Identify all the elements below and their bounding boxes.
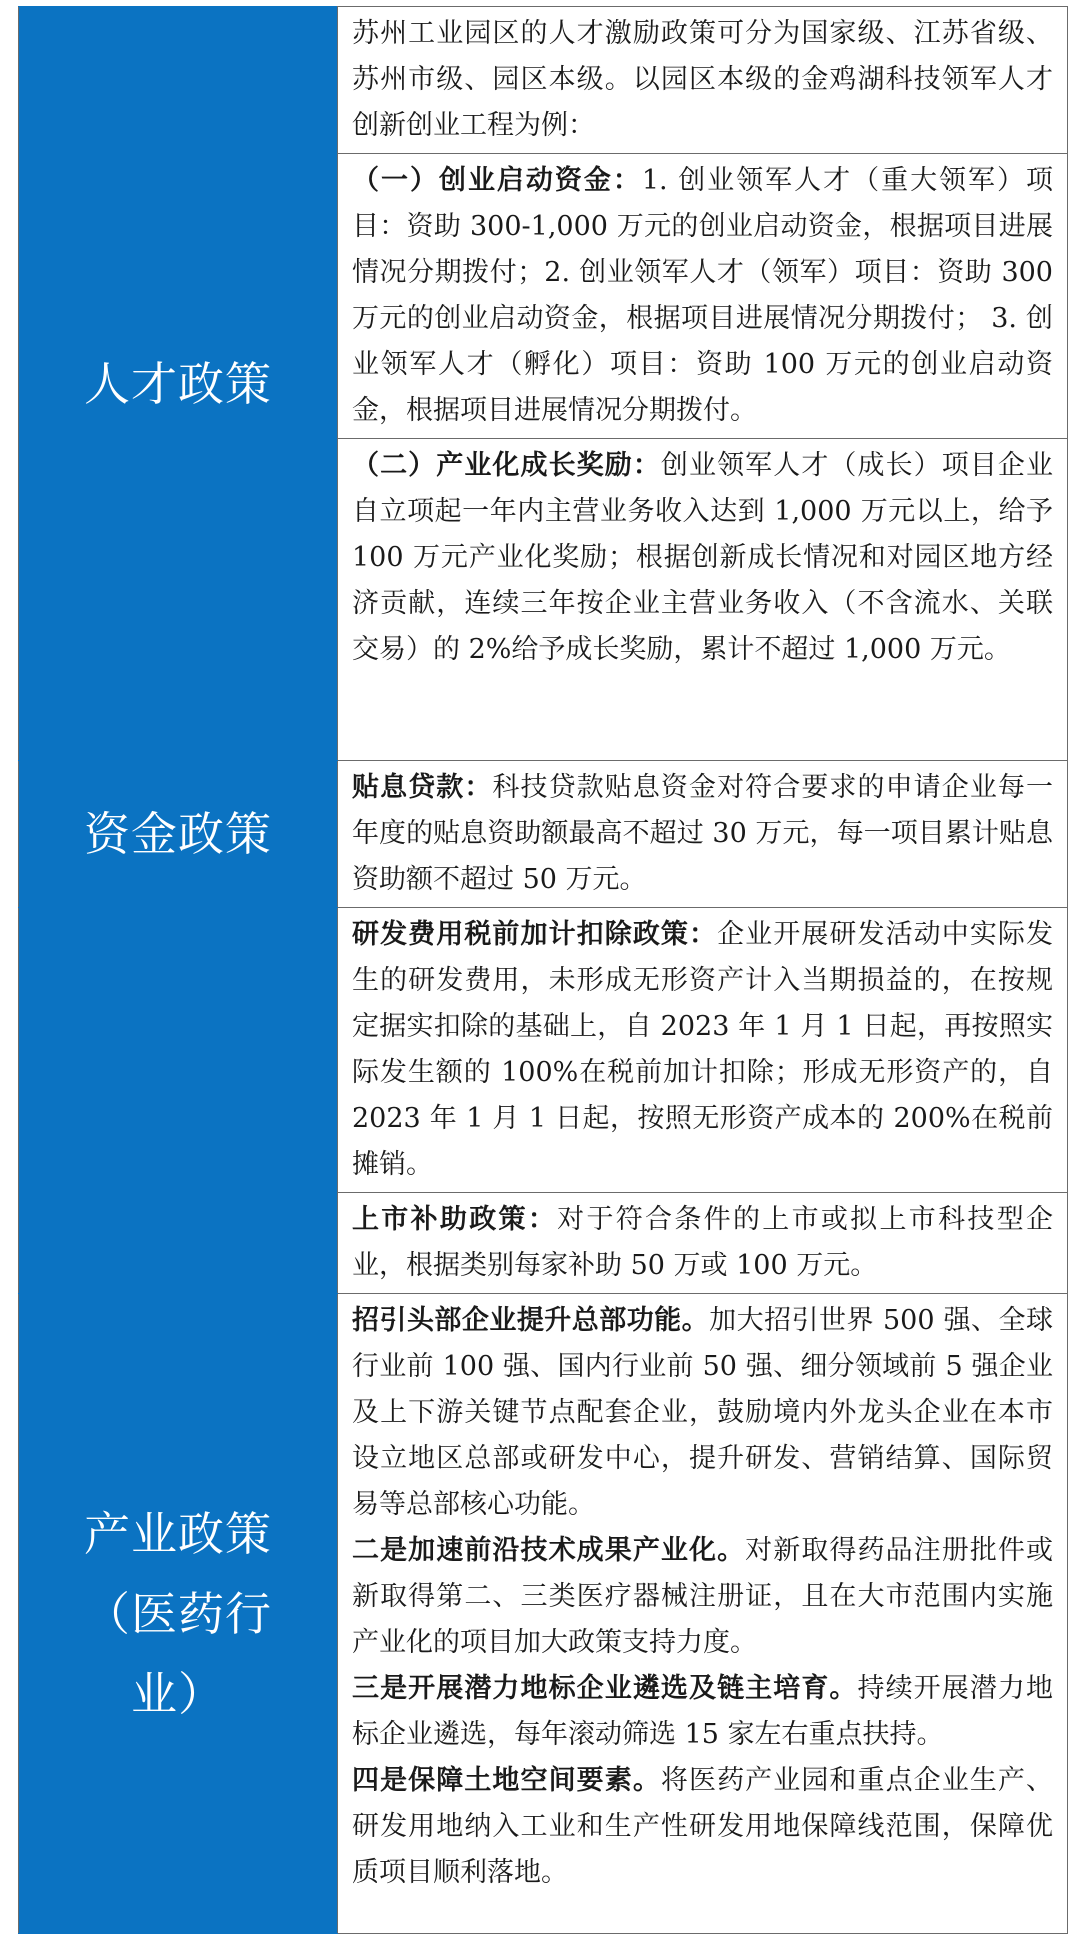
paragraph: （二）产业化成长奖励：创业领军人才（成长）项目企业自立项起一年内主营业务收入达到 1,000 万元以上，给予 100 万元产业化奖励；根据创新成长情况和对园区地方经济贡献，连续三年按企业主营业务收入（不含流水、关联交易）的 2%给予成长奖励，累计不超过 1,000 万元。 [352, 450, 1054, 665]
paragraph: 上市补助政策：对于符合条件的上市或拟上市科技型企业，根据类别每家补助 50 万或 100 万元。 [352, 1204, 1054, 1281]
paragraph-lead: （一）创业启动资金： [352, 165, 642, 196]
paragraph-lead: 招引头部企业提升总部功能。 [352, 1305, 710, 1336]
policy-cell [338, 439, 1068, 761]
paragraph: 二是加速前沿技术成果产业化。对新取得药品注册批件或新取得第二、三类医疗器械注册证，且在大市范围内实施产业化的项目加大政策支持力度。 [352, 1535, 1054, 1658]
category-cell-talent [19, 7, 338, 761]
policy-cell [338, 908, 1068, 1193]
category-label: 产业政策 （医药行 业） [84, 1506, 272, 1721]
category-cell-tax [19, 908, 338, 1294]
paragraph-lead: 二是加速前沿技术成果产业化。 [352, 1535, 746, 1566]
paragraph: （一）创业启动资金：1. 创业领军人才（重大领军）项目：资助 300-1,000 万元的创业启动资金，根据项目进展情况分期拨付；2. 创业领军人才（领军）项目：资助 300 万元的创业启动资金，根据项目进展情况分期拨付； 3. 创业领军人才（孵化）项目：资助 100 万元的创业启动资金，根据项目进展情况分期拨付。 [352, 165, 1054, 426]
paragraph-lead: （二）产业化成长奖励： [352, 450, 661, 481]
paragraph: 招引头部企业提升总部功能。加大招引世界 500 强、全球行业前 100 强、国内行业前 50 强、细分领域前 5 强企业及上下游关键节点配套企业，鼓励境内外龙头企业在本市设立地区总部或研发中心，提升研发、营销结算、国际贸易等总部核心功能。 [352, 1305, 1054, 1520]
paragraph: 贴息贷款：科技贷款贴息资金对符合要求的申请企业每一年度的贴息资助额最高不超过 30 万元，每一项目累计贴息资助额不超过 50 万元。 [352, 772, 1054, 895]
category-cell-industry [19, 1294, 338, 1934]
category-label: 资金政策 [84, 807, 272, 861]
paragraph: 四是保障土地空间要素。将医药产业园和重点企业生产、研发用地纳入工业和生产性研发用地保障线范围，保障优质项目顺利落地。 [352, 1765, 1054, 1888]
policy-cell [338, 1294, 1068, 1934]
table-row [19, 1294, 1068, 1934]
paragraph-lead: 研发费用税前加计扣除政策： [352, 919, 718, 950]
paragraph-lead: 四是保障土地空间要素。 [352, 1765, 661, 1796]
table-row [19, 7, 1068, 154]
paragraph-lead: 上市补助政策： [352, 1204, 558, 1235]
paragraph-lead: 贴息贷款： [352, 772, 493, 803]
category-cell-funding [19, 761, 338, 908]
category-label: 人才政策 [84, 356, 272, 411]
table-row [19, 761, 1068, 908]
policy-cell [338, 761, 1068, 908]
table-row [19, 908, 1068, 1193]
policy-table [18, 6, 1068, 1934]
paragraph: 苏州工业园区的人才激励政策可分为国家级、江苏省级、苏州市级、园区本级。以园区本级的金鸡湖科技领军人才创新创业工程为例： [352, 18, 1053, 141]
policy-cell [338, 7, 1068, 154]
policy-cell [338, 1193, 1068, 1294]
policy-cell [338, 154, 1068, 439]
paragraph: 研发费用税前加计扣除政策：企业开展研发活动中实际发生的研发费用，未形成无形资产计入当期损益的，在按规定据实扣除的基础上，自 2023 年 1 月 1 日起，再按照实际发生额的 100%在税前加计扣除；形成无形资产的，自 2023 年 1 月 1 日起，按照无形资产成本的 200%在税前摊销。 [352, 919, 1054, 1180]
paragraph: 三是开展潜力地标企业遴选及链主培育。持续开展潜力地标企业遴选，每年滚动筛选 15 家左右重点扶持。 [352, 1673, 1053, 1750]
paragraph-lead: 三是开展潜力地标企业遴选及链主培育。 [352, 1673, 858, 1704]
